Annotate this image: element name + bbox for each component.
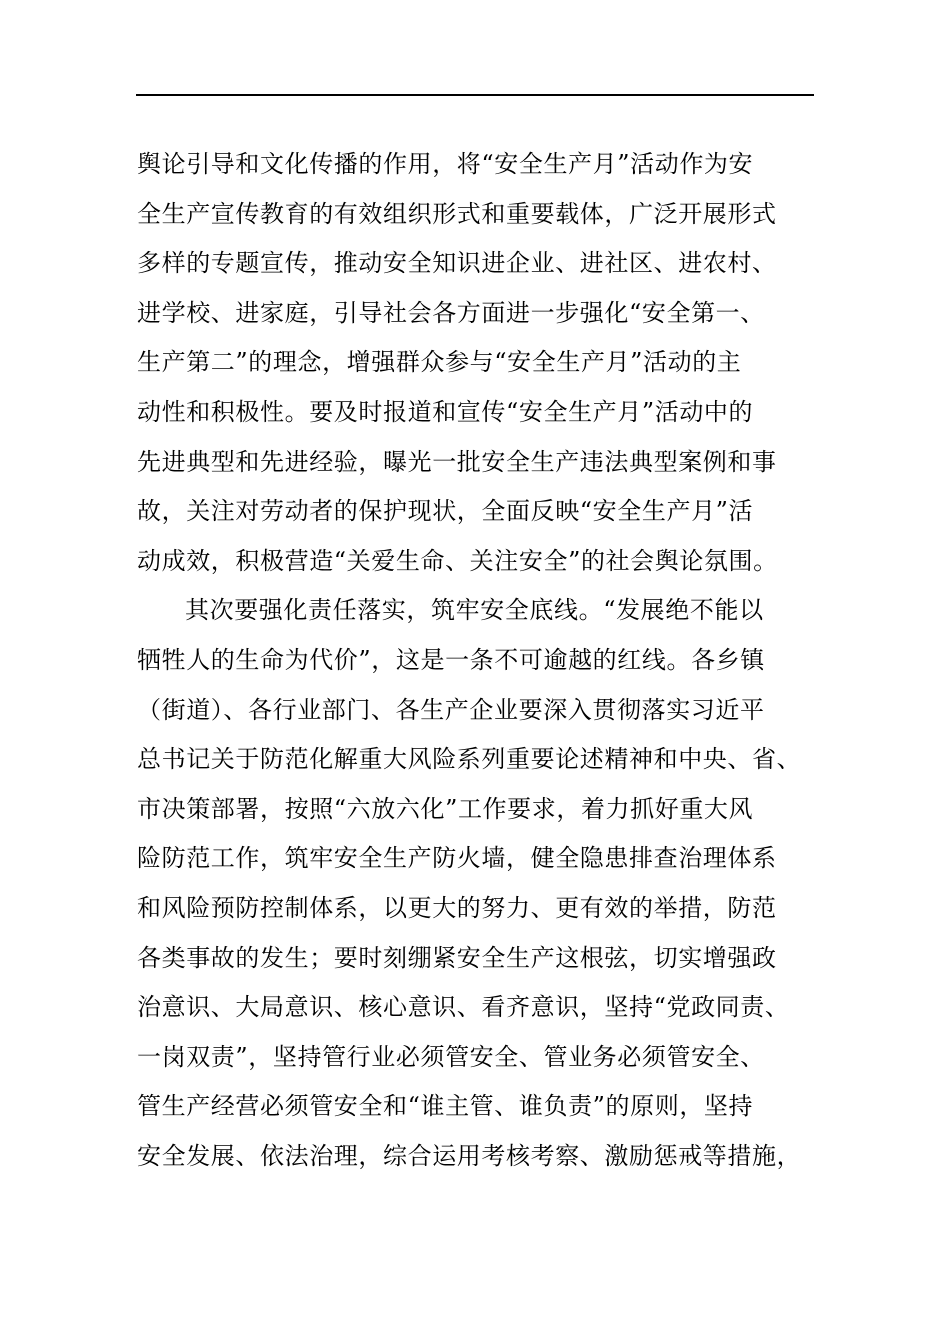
text-line: （街道）、各行业部门、各生产企业要深入贯彻落实习近平 <box>137 695 765 724</box>
text-line: 舆论引导和文化传播的作用，将“安全生产月”活动作为安 <box>137 150 754 178</box>
text-line: 动成效，积极营造“关爱生命、关注安全”的社会舆论氛围。 <box>137 546 778 575</box>
text-line: 市决策部署，按照“六放六化”工作要求，着力抓好重大风 <box>137 794 754 823</box>
text-line: 全生产宣传教育的有效组织形式和重要载体，广泛开展形式 <box>137 199 777 228</box>
text-line: 险防范工作，筑牢安全生产防火墙，健全隐患排查治理体系 <box>137 844 777 873</box>
text-line: 故，关注对劳动者的保护现状，全面反映“安全生产月”活 <box>137 497 754 526</box>
paragraph-start-line: 其次要强化责任落实，筑牢安全底线。“发展绝不能以 <box>185 596 764 625</box>
text-line: 总书记关于防范化解重大风险系列重要论述精神和中央、省、 <box>137 745 802 774</box>
text-line: 生产第二”的理念，增强群众参与“安全生产月”活动的主 <box>137 348 742 377</box>
text-line: 牺牲人的生命为代价”，这是一条不可逾越的红线。各乡镇 <box>137 645 765 674</box>
text-line: 治意识、大局意识、核心意识、看齐意识，坚持“党政同责、 <box>137 993 790 1022</box>
text-line: 多样的专题宣传，推动安全知识进企业、进社区、进农村、 <box>137 249 777 278</box>
text-line: 安全发展、依法治理，综合运用考核考察、激励惩戒等措施， <box>137 1141 802 1170</box>
text-line: 先进典型和先进经验，曝光一批安全生产违法典型案例和事 <box>137 447 777 476</box>
header-rule <box>136 94 814 96</box>
text-line: 一岗双责”，坚持管行业必须管安全、管业务必须管安全、 <box>137 1042 765 1071</box>
body-text <box>137 140 827 1181</box>
text-line: 动性和积极性。要及时报道和宣传“安全生产月”活动中的 <box>137 397 754 426</box>
text-line: 管生产经营必须管安全和“谁主管、谁负责”的原则，坚持 <box>137 1092 754 1121</box>
text-line: 和风险预防控制体系，以更大的努力、更有效的举措，防范 <box>137 893 777 922</box>
text-line: 各类事故的发生；要时刻绷紧安全生产这根弦，切实增强政 <box>137 943 777 972</box>
text-line: 进学校、进家庭，引导社会各方面进一步强化“安全第一、 <box>137 298 765 327</box>
